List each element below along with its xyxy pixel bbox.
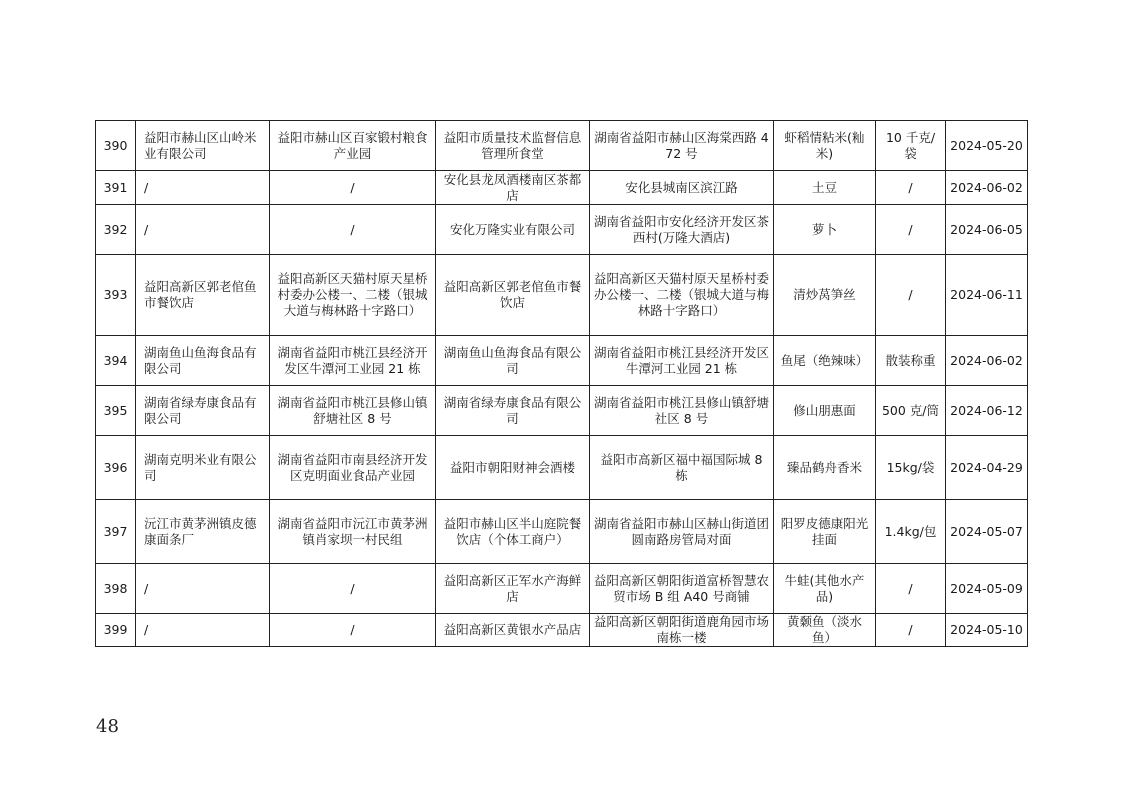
product-name-cell: 虾稻情粘米(籼米) <box>774 121 876 171</box>
production-date-cell: 2024-05-09 <box>946 564 1028 614</box>
table-row <box>96 121 1028 171</box>
specification-cell: / <box>876 255 946 336</box>
product-name-cell: 鱼尾（绝辣味） <box>774 336 876 386</box>
seller-name-cell: 益阳高新区郭老倌鱼市餐饮店 <box>436 255 590 336</box>
product-name-cell: 臻品鹤舟香米 <box>774 436 876 500</box>
table-body <box>96 121 1028 647</box>
seller-name-cell: 益阳市赫山区半山庭院餐饮店（个体工商户） <box>436 500 590 564</box>
production-date-cell: 2024-05-20 <box>946 121 1028 171</box>
product-name-cell: 清炒莴笋丝 <box>774 255 876 336</box>
producer-name-cell: / <box>136 564 270 614</box>
table-row <box>96 386 1028 436</box>
production-date-cell: 2024-06-05 <box>946 205 1028 255</box>
producer-address-cell: / <box>270 171 436 205</box>
row-number-cell: 397 <box>96 500 136 564</box>
row-number-cell: 391 <box>96 171 136 205</box>
producer-name-cell: 湖南鱼山鱼海食品有限公司 <box>136 336 270 386</box>
producer-name-cell: 湖南克明米业有限公司 <box>136 436 270 500</box>
producer-name-cell: / <box>136 171 270 205</box>
seller-name-cell: 安化万隆实业有限公司 <box>436 205 590 255</box>
production-date-cell: 2024-06-12 <box>946 386 1028 436</box>
seller-address-cell: 湖南省益阳市桃江县经济开发区牛潭河工业园 21 栋 <box>590 336 774 386</box>
producer-address-cell: / <box>270 564 436 614</box>
producer-address-cell: 湖南省益阳市南县经济开发区克明面业食品产业园 <box>270 436 436 500</box>
specification-cell: / <box>876 614 946 647</box>
row-number-cell: 393 <box>96 255 136 336</box>
producer-address-cell: / <box>270 614 436 647</box>
seller-name-cell: 湖南省绿寿康食品有限公司 <box>436 386 590 436</box>
seller-address-cell: 益阳市高新区福中福国际城 8 栋 <box>590 436 774 500</box>
producer-name-cell: / <box>136 614 270 647</box>
producer-address-cell: 益阳市赫山区百家锻村粮食产业园 <box>270 121 436 171</box>
seller-name-cell: 益阳高新区正军水产海鲜店 <box>436 564 590 614</box>
specification-cell: / <box>876 205 946 255</box>
producer-address-cell: 湖南省益阳市桃江县修山镇舒塘社区 8 号 <box>270 386 436 436</box>
producer-address-cell: 湖南省益阳市桃江县经济开发区牛潭河工业园 21 栋 <box>270 336 436 386</box>
seller-address-cell: 湖南省益阳市赫山区赫山街道团圆南路房管局对面 <box>590 500 774 564</box>
product-name-cell: 阳罗皮德康阳光挂面 <box>774 500 876 564</box>
row-number-cell: 394 <box>96 336 136 386</box>
producer-address-cell: 益阳高新区天猫村原天星桥村委办公楼一、二楼（银城大道与梅林路十字路口） <box>270 255 436 336</box>
seller-address-cell: 湖南省益阳市赫山区海棠西路 472 号 <box>590 121 774 171</box>
specification-cell: 10 千克/袋 <box>876 121 946 171</box>
product-name-cell: 土豆 <box>774 171 876 205</box>
seller-name-cell: 益阳高新区黄银水产品店 <box>436 614 590 647</box>
row-number-cell: 399 <box>96 614 136 647</box>
seller-address-cell: 益阳高新区天猫村原天星桥村委办公楼一、二楼（银城大道与梅林路十字路口） <box>590 255 774 336</box>
producer-name-cell: 益阳市赫山区山岭米业有限公司 <box>136 121 270 171</box>
table-row <box>96 336 1028 386</box>
seller-name-cell: 湖南鱼山鱼海食品有限公司 <box>436 336 590 386</box>
row-number-cell: 390 <box>96 121 136 171</box>
specification-cell: 散装称重 <box>876 336 946 386</box>
table-row <box>96 171 1028 205</box>
table-row <box>96 255 1028 336</box>
table-row <box>96 564 1028 614</box>
row-number-cell: 396 <box>96 436 136 500</box>
producer-name-cell: 沅江市黄茅洲镇皮德康面条厂 <box>136 500 270 564</box>
seller-address-cell: 益阳高新区朝阳街道富桥智慧农贸市场 B 组 A40 号商铺 <box>590 564 774 614</box>
table-row <box>96 436 1028 500</box>
seller-address-cell: 益阳高新区朝阳街道鹿角园市场南栋一楼 <box>590 614 774 647</box>
page-number: 48 <box>96 716 119 737</box>
production-date-cell: 2024-06-11 <box>946 255 1028 336</box>
product-name-cell: 黄颡鱼（淡水鱼） <box>774 614 876 647</box>
production-date-cell: 2024-06-02 <box>946 171 1028 205</box>
seller-name-cell: 益阳市质量技术监督信息管理所食堂 <box>436 121 590 171</box>
table-row <box>96 500 1028 564</box>
specification-cell: / <box>876 564 946 614</box>
seller-address-cell: 湖南省益阳市桃江县修山镇舒塘社区 8 号 <box>590 386 774 436</box>
product-name-cell: 修山朋惠面 <box>774 386 876 436</box>
inspection-records-table <box>95 120 1028 647</box>
production-date-cell: 2024-05-07 <box>946 500 1028 564</box>
product-name-cell: 萝卜 <box>774 205 876 255</box>
seller-name-cell: 益阳市朝阳财神会酒楼 <box>436 436 590 500</box>
seller-address-cell: 湖南省益阳市安化经济开发区茶西村(万隆大酒店) <box>590 205 774 255</box>
producer-name-cell: 益阳高新区郭老倌鱼市餐饮店 <box>136 255 270 336</box>
row-number-cell: 395 <box>96 386 136 436</box>
specification-cell: / <box>876 171 946 205</box>
producer-name-cell: / <box>136 205 270 255</box>
row-number-cell: 392 <box>96 205 136 255</box>
specification-cell: 1.4kg/包 <box>876 500 946 564</box>
producer-address-cell: / <box>270 205 436 255</box>
producer-name-cell: 湖南省绿寿康食品有限公司 <box>136 386 270 436</box>
producer-address-cell: 湖南省益阳市沅江市黄茅洲镇肖家坝一村民组 <box>270 500 436 564</box>
table-row <box>96 205 1028 255</box>
production-date-cell: 2024-04-29 <box>946 436 1028 500</box>
product-name-cell: 牛蛙(其他水产品) <box>774 564 876 614</box>
row-number-cell: 398 <box>96 564 136 614</box>
table-row <box>96 614 1028 647</box>
seller-address-cell: 安化县城南区滨江路 <box>590 171 774 205</box>
production-date-cell: 2024-06-02 <box>946 336 1028 386</box>
specification-cell: 15kg/袋 <box>876 436 946 500</box>
seller-name-cell: 安化县龙凤酒楼南区茶都店 <box>436 171 590 205</box>
production-date-cell: 2024-05-10 <box>946 614 1028 647</box>
specification-cell: 500 克/筒 <box>876 386 946 436</box>
